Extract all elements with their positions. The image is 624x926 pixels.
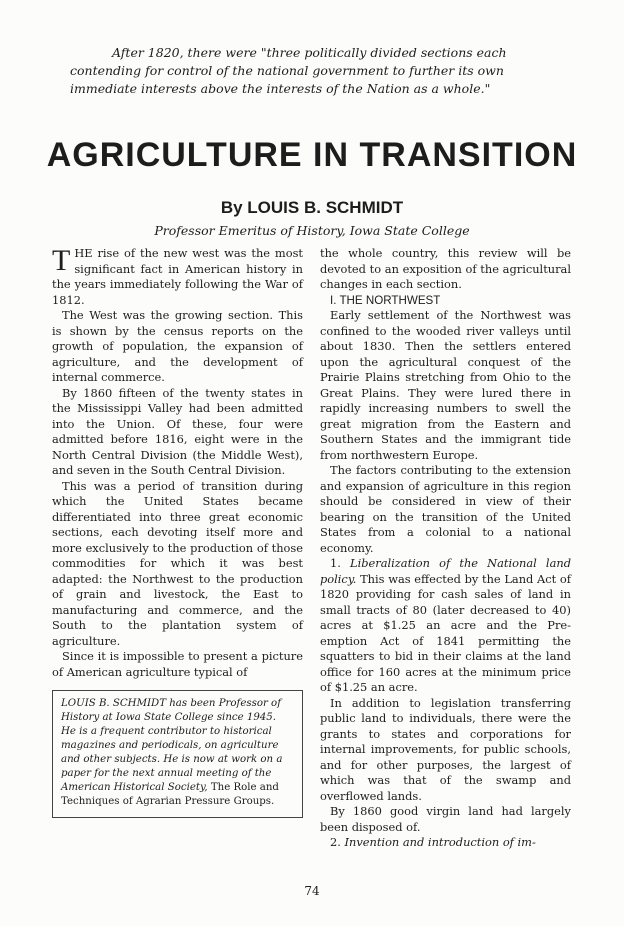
paragraph: The West was the growing section. This is shown by the census reports on the growth of population, the expansion of agriculture, and the development of internal commerce. [52, 308, 303, 384]
author-bio-paper-title: The Role and Techniques of Agrarian Pressure Groups. [61, 782, 279, 807]
author-bio-box [52, 690, 303, 818]
list-number: 1. [330, 556, 341, 570]
article-title: AGRICULTURE IN TRANSITION [46, 136, 578, 174]
epigraph: After 1820, there were "three politically divided sections each contending for control of the national government to further its own immediate interests above the interests of the Nation as a whole." [70, 45, 507, 96]
author-bio-text: LOUIS B. SCHMIDT has been Professor of History at Iowa State College since 1945. He is a frequent contributor to historical magazines and periodicals, on agriculture and other subjects. He is now at work on a paper for the next annual meeting of the American Historical Society, [61, 698, 283, 793]
paragraph: This was a period of transition during which the United States became differentiated into three great economic sections, each devoting itself more and more exclusively to the production of those commodities for which it was best adapted: the Northwest to the production of grain and livestock, the East to manufacturing and commerce, and the South to the plantation system of agriculture. [52, 478, 303, 648]
paragraph: the whole country, this review will be devoted to an exposition of the agricultural changes in each section. [320, 246, 571, 291]
right-column [320, 246, 571, 851]
paragraph: Since it is impossible to present a picture of American agriculture typical of [52, 649, 303, 679]
paragraph-text: HE rise of the new west was the most significant fact in American history in the years immediately following the War of 1812. [52, 246, 303, 307]
page-number: 74 [304, 884, 320, 898]
byline: By LOUIS B. SCHMIDT [220, 198, 404, 217]
author-affiliation: Professor Emeritus of History, Iowa State College [154, 223, 470, 238]
paragraph: By 1860 fifteen of the twenty states in the Mississippi Valley had been admitted into the Union. Of these, four were admitted before 1816, eight were in the North Central Division (the Middle West), and seven in the South Central Division. [52, 385, 303, 477]
section-heading: I. THE NORTHWEST [330, 293, 441, 307]
paragraph-land-policy [320, 556, 571, 696]
drop-cap: T [52, 244, 71, 277]
paragraph-text: This was effected by the Land Act of 1820 providing for cash sales of land in small tracts of 80 (later decreased to 40) acres at $1.25 an acre and the Pre-emption Act of 1841 permitting the squatters to bid in their claims at the land office for 160 acres at the minimum price of $1.25 an acre. [320, 571, 572, 694]
paragraph: By 1860 good virgin land had largely been disposed of. [320, 804, 571, 834]
paragraph: Early settlement of the Northwest was confined to the wooded river valleys until about 1830. Then the settlers entered upon the agricultural conquest of the Prairie Plains stretching from Ohio to the Great Plains. They were lured there in rapidly increasing numbers to swell the great migration from the Eastern and Southern States and the immigrant tide from northwestern Europe. [320, 308, 571, 462]
paragraph-invention [320, 835, 571, 851]
paragraph-intro [52, 246, 303, 308]
paragraph: In addition to legislation transferring public land to individuals, there were the grants to states and corporations for internal improvements, for public schools, and for other purposes, the largest of which was that of the swamp and overflowed lands. [320, 695, 571, 803]
paragraph: The factors contributing to the extension and expansion of agriculture in this region should be considered in view of their bearing on the transition of the United States from a colonial to a national economy. [320, 463, 571, 555]
left-column [52, 246, 303, 818]
item-heading: Liberalization of the National land policy. [320, 556, 571, 586]
list-number: 2. [330, 835, 341, 849]
item-heading: Invention and introduction of im- [344, 835, 536, 849]
